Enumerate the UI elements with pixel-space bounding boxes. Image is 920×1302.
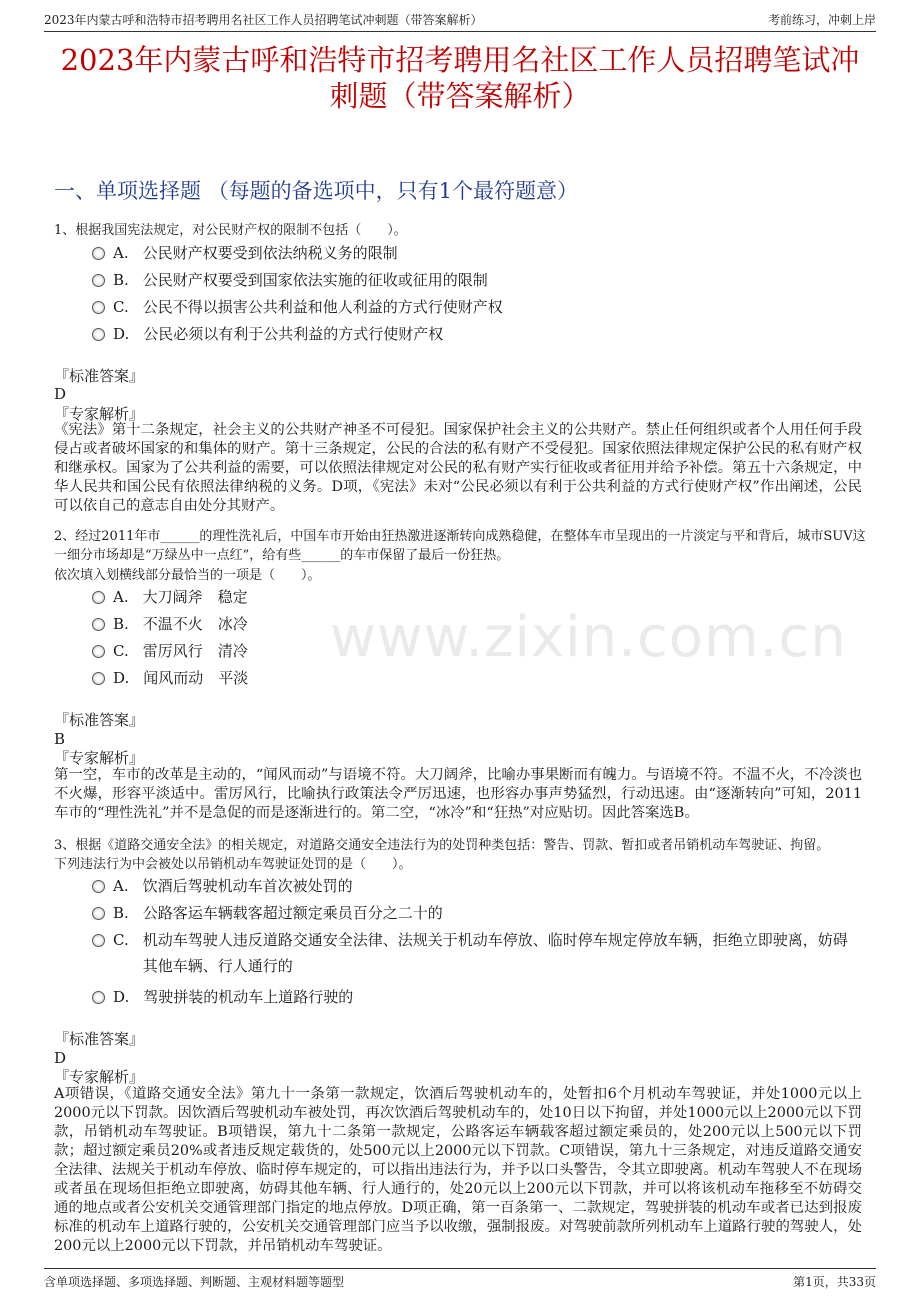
radio-icon[interactable] — [92, 991, 105, 1004]
option-letter: C. — [113, 931, 129, 949]
option-text: 公民不得以损害公共利益和他人利益的方式行使财产权 — [142, 298, 503, 316]
option-text: 大刀阔斧 稳定 — [142, 588, 248, 606]
analysis-label: 『专家解析』 — [54, 1068, 145, 1086]
analysis-label: 『专家解析』 — [54, 405, 145, 423]
option-b[interactable] — [92, 267, 860, 293]
option-letter: B. — [113, 615, 129, 633]
page-footer — [44, 1268, 876, 1292]
option-text: 公民必须以有利于公共利益的方式行使财产权 — [143, 325, 444, 343]
option-text: 驾驶拼装的机动车上道路行驶的 — [143, 988, 354, 1006]
radio-icon[interactable] — [92, 301, 105, 314]
option-letter: D. — [113, 325, 130, 343]
option-d[interactable] — [92, 984, 860, 1010]
document-title: 2023年内蒙古呼和浩特市招考聘用名社区工作人员招聘笔试冲刺题（带答案解析） — [60, 43, 860, 113]
option-text: 公路客运车辆载客超过额定乘员百分之二十的 — [142, 904, 443, 922]
option-letter: D. — [113, 988, 130, 1006]
option-letter: A. — [113, 244, 129, 262]
radio-icon[interactable] — [92, 645, 105, 658]
radio-icon[interactable] — [92, 247, 105, 260]
answer-value: D — [54, 385, 67, 403]
question-stem: 2、经过2011年市______的理性洗礼后，中国车市开始由狂热激进逐渐转向成熟稳健，在整体车市呈现出的一片淡定与平和背后，城市SUV这一细分市场却是“万绿丛中一点红”，给有些______的车市保留了最后一份狂热。 — [54, 529, 866, 563]
answer-label: 『标准答案』 — [54, 1030, 145, 1048]
radio-icon[interactable] — [92, 934, 105, 947]
option-d[interactable] — [92, 321, 860, 347]
option-a[interactable] — [92, 584, 860, 610]
analysis-label: 『专家解析』 — [54, 749, 145, 767]
answer-label: 『标准答案』 — [54, 711, 145, 729]
option-a[interactable] — [92, 240, 860, 266]
page-header — [44, 10, 876, 32]
option-d[interactable] — [92, 665, 860, 691]
option-letter: D. — [113, 669, 130, 687]
option-c[interactable] — [92, 294, 860, 320]
option-text: 公民财产权要受到国家依法实施的征收或征用的限制 — [142, 271, 488, 289]
option-b[interactable] — [92, 611, 860, 637]
radio-icon[interactable] — [92, 907, 105, 920]
radio-icon[interactable] — [92, 618, 105, 631]
option-text: 机动车驾驶人违反道路交通安全法律、法规关于机动车停放、临时停车规定停放车辆，拒绝立即驶离，妨碍其他车辆、行人通行的 — [142, 931, 848, 975]
option-letter: B. — [113, 271, 129, 289]
analysis-text: 《宪法》第十二条规定，社会主义的公共财产神圣不可侵犯。国家保护社会主义的公共财产。禁止任何组织或者个人用任何手段侵占或者破坏国家的和集体的财产。第十三条规定，公民的合法的私有财产不受侵犯。国家依照法律规定保护公民的私有财产权和继承权。国家为了公共利益的需要，可以依照法律规定对公民的私有财产实行征收或者征用并给予补偿。第五十六条规定，中华人民共和国公民有依照法律纳税的义务。D项，《宪法》未对“公民必须以有利于公共利益的方式行使财产权”作出阐述，公民可以依自己的意志自由处分其财产。 — [54, 422, 862, 514]
radio-icon[interactable] — [92, 672, 105, 685]
option-text: 雷厉风行 清冷 — [142, 642, 248, 660]
footer-question-types: 含单项选择题、多项选择题、判断题、主观材料题等题型 — [44, 1275, 345, 1289]
answer-label: 『标准答案』 — [54, 367, 145, 385]
watermark: www.zixin.com.cn — [330, 605, 847, 670]
option-c[interactable] — [92, 638, 860, 664]
answer-value: B — [54, 730, 66, 748]
header-slogan: 考前练习，冲刺上岸 — [767, 13, 876, 27]
section-heading: 一、单项选择题 （每题的备选项中，只有1个最符题意） — [54, 179, 579, 203]
page-number: 第1页，共33页 — [793, 1275, 876, 1289]
answer-value: D — [54, 1049, 67, 1067]
radio-icon[interactable] — [92, 880, 105, 893]
option-text: 公民财产权要受到依法纳税义务的限制 — [142, 244, 398, 262]
question-prompt: 下列违法行为中会被处以吊销机动车驾驶证处罚的是（ ）。 — [54, 857, 412, 872]
question-stem: 1、根据我国宪法规定，对公民财产权的限制不包括（ ）。 — [54, 223, 407, 238]
analysis-text: A项错误，《道路交通安全法》第九十一条第一款规定，饮酒后驾驶机动车的，处暂扣6个月机动车驾驶证，并处1000元以上2000元以下罚款。因饮酒后驾驶机动车被处罚，再次饮酒后驾驶机动车的，处10日以下拘留，并处1000元以上2000元以下罚款，吊销机动车驾驶证。B项错误，第九十二条第一款规定，公路客运车辆载客超过额定乘员的，处200元以上500元以下罚款；超过额定乘员20%或者违反规定载货的，处500元以上2000元以下罚款。C项错误，第九十三条规定，对违反道路交通安全法律、法规关于机动车停放、临时停车规定的，可以指出违法行为，并予以口头警告，令其立即驶离。机动车驾驶人不在现场或者虽在现场但拒绝立即驶离，妨碍其他车辆、行人通行的，处20元以上200元以下罚款，并可以将该机动车拖移至不妨碍交通的地点或者公安机关交通管理部门指定的地点停放。D项正确，第一百条第一、二款规定，驾驶拼装的机动车或者已达到报废标准的机动车上道路行驶的，公安机关交通管理部门应当予以收缴，强制报废。对驾驶前款所列机动车上道路行驶的驾驶人，处200元以上2000元以下罚款，并吊销机动车驾驶证。 — [54, 1086, 862, 1254]
option-text: 闻风而动 平淡 — [143, 669, 249, 687]
question-prompt: 依次填入划横线部分最恰当的一项是（ ）。 — [54, 568, 321, 583]
option-letter: C. — [113, 298, 129, 316]
option-letter: A. — [113, 588, 129, 606]
option-c[interactable] — [92, 927, 860, 979]
question-stem: 3、根据《道路交通安全法》的相关规定，对道路交通安全违法行为的处罚种类包括：警告、罚款、暂扣或者吊销机动车驾驶证、拘留。 — [54, 838, 830, 853]
option-letter: A. — [113, 877, 129, 895]
option-letter: B. — [113, 904, 129, 922]
analysis-text: 第一空，车市的改革是主动的，“闻风而动”与语境不符。大刀阔斧，比喻办事果断而有魄力。与语境不符。不温不火，不冷淡也不火爆，形容平淡适中。雷厉风行，比喻执行政策法令严厉迅速，也形容办事声势猛烈，行动迅速。由“逐渐转向”可知，2011车市的“理性洗礼”并不是急促的而是逐渐进行的。第二空，“冰冷”和“狂热”对应贴切。因此答案选B。 — [54, 767, 862, 821]
option-b[interactable] — [92, 900, 860, 926]
radio-icon[interactable] — [92, 274, 105, 287]
option-letter: C. — [113, 642, 129, 660]
option-text: 饮酒后驾驶机动车首次被处罚的 — [142, 877, 353, 895]
radio-icon[interactable] — [92, 591, 105, 604]
header-doc-title: 2023年内蒙古呼和浩特市招考聘用名社区工作人员招聘笔试冲刺题（带答案解析） — [44, 13, 483, 27]
option-text: 不温不火 冰冷 — [142, 615, 248, 633]
radio-icon[interactable] — [92, 328, 105, 341]
option-a[interactable] — [92, 873, 860, 899]
